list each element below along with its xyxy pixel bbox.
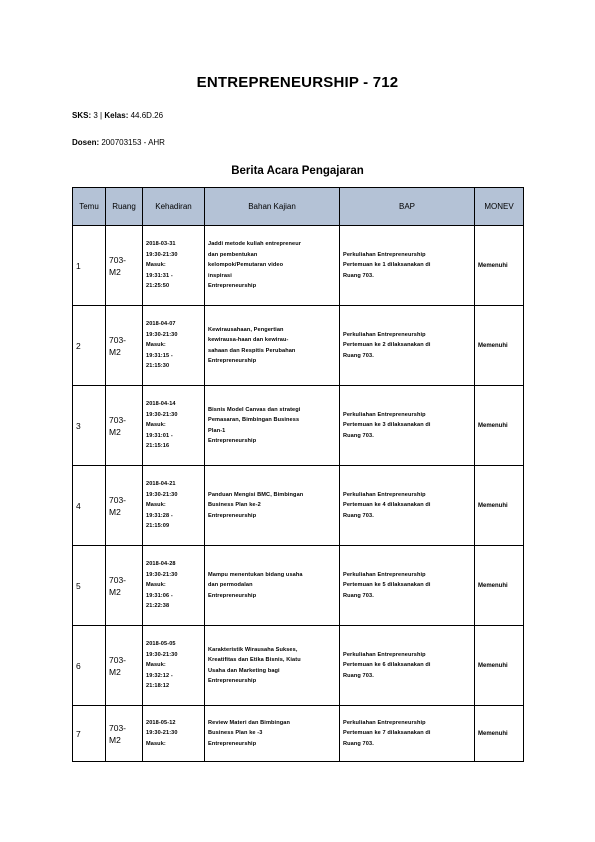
sks-value: 3 <box>93 111 98 120</box>
cell-kehadiran-line: 19:32:12 - <box>146 672 173 679</box>
sks-label: SKS: <box>72 111 92 120</box>
cell-kehadiran-line: Masuk: <box>146 740 166 747</box>
cell-kehadiran-line: 19:31:15 - <box>146 352 173 359</box>
kelas-value: 44.6D.26 <box>130 111 164 120</box>
cell-bahan-kajian <box>205 306 340 386</box>
cell-bahan-kajian-line: Karakteristik Wirausaha Sukses, <box>208 646 298 653</box>
cell-kehadiran-line: Masuk: <box>146 582 166 589</box>
header-bahan-kajian: Bahan Kajian <box>205 188 340 226</box>
header-ruang: Ruang <box>106 188 143 226</box>
cell-ruang <box>106 706 143 762</box>
cell-kehadiran-line: 21:18:12 <box>146 683 170 690</box>
header-kehadiran: Kehadiran <box>143 188 205 226</box>
cell-monev: Memenuhi <box>475 466 524 546</box>
table-row <box>73 546 524 626</box>
cell-kehadiran <box>143 466 205 546</box>
cell-ruang <box>106 466 143 546</box>
cell-bahan-kajian-line: dan permodalan <box>208 582 253 589</box>
cell-kehadiran-line: 19:30-21:30 <box>146 651 178 658</box>
cell-kehadiran-line: 2018-04-28 <box>146 561 176 568</box>
cell-kehadiran <box>143 546 205 626</box>
cell-kehadiran-line: 21:15:16 <box>146 443 170 450</box>
cell-bahan-kajian-line: Entrepreneurship <box>208 678 257 684</box>
cell-monev: Memenuhi <box>475 706 524 762</box>
cell-bahan-kajian-line: Kreatifitas dan Etika Bisnis, Kiatu <box>208 657 301 663</box>
cell-kehadiran-line: 19:30-21:30 <box>146 411 178 418</box>
cell-kehadiran-line: 19:30-21:30 <box>146 491 178 498</box>
cell-ruang-line: M2 <box>109 586 121 597</box>
cell-ruang-line: 703- <box>109 654 127 665</box>
cell-bahan-kajian-line: Pemasaran, Bimbingan Business <box>208 417 300 423</box>
cell-bap-line: Pertemuan ke 5 dilaksanakan di <box>343 582 431 589</box>
table-row <box>73 466 524 546</box>
cell-ruang <box>106 386 143 466</box>
table-row <box>73 386 524 466</box>
cell-bap-line: Ruang 703. <box>343 432 374 439</box>
kelas-label: Kelas: <box>104 111 129 120</box>
cell-kehadiran <box>143 626 205 706</box>
cell-bahan-kajian-line: sahaan dan Respitis Perubahan <box>208 347 296 354</box>
cell-kehadiran-line: 2018-05-05 <box>146 641 176 648</box>
cell-bahan-kajian-line: Jaddi metode kuliah entrepreneur <box>208 241 302 248</box>
cell-kehadiran <box>143 706 205 762</box>
cell-kehadiran-line: Masuk: <box>146 662 166 669</box>
cell-kehadiran <box>143 226 205 306</box>
cell-monev: Memenuhi <box>475 546 524 626</box>
cell-bap-line: Pertemuan ke 7 dilaksanakan di <box>343 730 431 737</box>
cell-bahan-kajian-line: kewirausa-haan dan kewirau- <box>208 337 289 343</box>
cell-bahan-kajian-line: Entrepreneurship <box>208 512 257 519</box>
cell-bahan-kajian <box>205 546 340 626</box>
cell-ruang <box>106 306 143 386</box>
cell-temu: 4 <box>73 466 106 546</box>
cell-kehadiran <box>143 306 205 386</box>
cell-bahan-kajian <box>205 706 340 762</box>
cell-bap-line: Perkuliahan Entrepreneurship <box>343 491 426 498</box>
cell-ruang-line: 703- <box>109 574 127 585</box>
cell-kehadiran-line: 19:30-21:30 <box>146 571 178 578</box>
cell-ruang <box>106 226 143 306</box>
cell-bahan-kajian-line: Entrepreneurship <box>208 592 257 599</box>
document-title: ENTREPRENEURSHIP - 712 <box>196 74 399 91</box>
header-monev: MONEV <box>475 188 524 226</box>
cell-bap <box>340 626 475 706</box>
cell-bahan-kajian-line: Plan-1 <box>208 427 226 434</box>
cell-bap <box>340 546 475 626</box>
cell-bap-line: Pertemuan ke 2 dilaksanakan di <box>343 342 431 349</box>
dosen-value: 200703153 - AHR <box>101 138 165 147</box>
cell-bahan-kajian-line: Business Plan ke -3 <box>208 730 263 737</box>
cell-ruang <box>106 546 143 626</box>
cell-bap-line: Pertemuan ke 4 dilaksanakan di <box>343 502 431 509</box>
cell-monev: Memenuhi <box>475 306 524 386</box>
cell-ruang-line: M2 <box>109 266 121 277</box>
cell-temu: 2 <box>73 306 106 386</box>
cell-bap-line: Ruang 703. <box>343 352 374 359</box>
cell-ruang-line: 703- <box>109 494 127 505</box>
cell-bahan-kajian-line: Entrepreneurship <box>208 358 257 364</box>
cell-kehadiran-line: 19:30-21:30 <box>146 251 178 258</box>
header-bap: BAP <box>340 188 475 226</box>
meta-separator: | <box>100 111 103 120</box>
cell-kehadiran-line: 19:31:31 - <box>146 272 173 279</box>
cell-bahan-kajian-line: kelompok/Pemutaran video <box>208 262 284 269</box>
course-meta <box>72 111 163 120</box>
cell-bahan-kajian <box>205 466 340 546</box>
cell-bahan-kajian-line: Bisnis Model Canvas dan strategi <box>208 406 301 413</box>
cell-kehadiran-line: 21:22:38 <box>146 603 170 610</box>
cell-bap-line: Perkuliahan Entrepreneurship <box>343 331 426 338</box>
cell-kehadiran-line: 2018-04-21 <box>146 481 176 488</box>
cell-bahan-kajian-line: Business Plan ke-2 <box>208 502 261 509</box>
cell-bap-line: Ruang 703. <box>343 740 374 747</box>
dosen-label: Dosen: <box>72 138 100 147</box>
cell-monev: Memenuhi <box>475 226 524 306</box>
cell-ruang-line: M2 <box>109 506 121 517</box>
cell-monev: Memenuhi <box>475 386 524 466</box>
cell-bahan-kajian <box>205 626 340 706</box>
cell-bahan-kajian-line: inspirasi <box>208 272 232 279</box>
cell-kehadiran-line: 19:30-21:30 <box>146 730 178 737</box>
cell-bahan-kajian-line: dan pembentukan <box>208 251 258 258</box>
cell-bap <box>340 226 475 306</box>
cell-ruang-line: 703- <box>109 722 127 733</box>
cell-kehadiran-line: 2018-03-31 <box>146 241 176 248</box>
cell-bap-line: Pertemuan ke 1 dilaksanakan di <box>343 262 431 269</box>
cell-bahan-kajian-line: Mampu menentukan bidang usaha <box>208 571 303 578</box>
cell-kehadiran-line: Masuk: <box>146 502 166 509</box>
cell-ruang-line: 703- <box>109 414 127 425</box>
cell-bap-line: Perkuliahan Entrepreneurship <box>343 719 426 726</box>
cell-bahan-kajian-line: Kewirausahaan, Pengertian <box>208 326 284 333</box>
cell-temu: 5 <box>73 546 106 626</box>
cell-temu: 1 <box>73 226 106 306</box>
cell-kehadiran-line: 19:31:28 - <box>146 512 173 519</box>
cell-kehadiran-line: 2018-04-07 <box>146 321 176 328</box>
cell-bap-line: Ruang 703. <box>343 592 374 599</box>
cell-ruang-line: M2 <box>109 666 121 677</box>
table-row <box>73 626 524 706</box>
cell-ruang-line: M2 <box>109 734 121 745</box>
lecturer-meta <box>72 138 165 147</box>
cell-kehadiran <box>143 386 205 466</box>
cell-bahan-kajian-line: Entrepreneurship <box>208 740 257 747</box>
cell-bap-line: Perkuliahan Entrepreneurship <box>343 411 426 418</box>
cell-bahan-kajian-line: Entrepreneurship <box>208 438 257 444</box>
cell-kehadiran-line: 21:15:30 <box>146 363 170 370</box>
cell-bahan-kajian-line: Entrepreneurship <box>208 283 257 290</box>
cell-kehadiran-line: 19:31:01 - <box>146 432 173 439</box>
cell-kehadiran-line: 21:25:50 <box>146 283 170 290</box>
cell-bap-line: Ruang 703. <box>343 512 374 519</box>
cell-ruang-line: M2 <box>109 426 121 437</box>
cell-bap-line: Perkuliahan Entrepreneurship <box>343 571 426 578</box>
table-row <box>73 306 524 386</box>
cell-bap <box>340 466 475 546</box>
cell-kehadiran-line: Masuk: <box>146 422 166 429</box>
cell-kehadiran-line: 2018-05-12 <box>146 719 176 726</box>
cell-temu: 3 <box>73 386 106 466</box>
cell-bap-line: Perkuliahan Entrepreneurship <box>343 651 426 658</box>
cell-bahan-kajian-line: Panduan Mengisi BMC, Bimbingan <box>208 491 304 498</box>
attendance-table <box>72 187 524 762</box>
table-row <box>73 226 524 306</box>
table-row <box>73 706 524 762</box>
cell-bap-line: Pertemuan ke 3 dilaksanakan di <box>343 422 431 429</box>
cell-bap <box>340 306 475 386</box>
cell-kehadiran-line: 19:30-21:30 <box>146 331 178 338</box>
cell-bap-line: Ruang 703. <box>343 672 374 679</box>
cell-bap-line: Ruang 703. <box>343 272 374 279</box>
cell-bahan-kajian-line: Usaha dan Marketing bagi <box>208 667 280 674</box>
cell-kehadiran-line: 19:31:06 - <box>146 592 173 599</box>
table-body <box>73 226 524 762</box>
cell-bahan-kajian-line: Review Materi dan Bimbingan <box>208 719 290 726</box>
cell-ruang-line: 703- <box>109 334 127 345</box>
cell-kehadiran-line: Masuk: <box>146 262 166 269</box>
cell-bahan-kajian <box>205 226 340 306</box>
table-header-row <box>73 188 524 226</box>
cell-kehadiran-line: Masuk: <box>146 342 166 349</box>
cell-bap-line: Perkuliahan Entrepreneurship <box>343 251 426 258</box>
cell-monev: Memenuhi <box>475 626 524 706</box>
section-subtitle: Berita Acara Pengajaran <box>231 165 364 177</box>
cell-temu: 6 <box>73 626 106 706</box>
cell-bahan-kajian <box>205 386 340 466</box>
cell-bap <box>340 386 475 466</box>
cell-ruang-line: 703- <box>109 254 127 265</box>
cell-kehadiran-line: 2018-04-14 <box>146 401 176 408</box>
cell-ruang-line: M2 <box>109 346 121 357</box>
cell-bap <box>340 706 475 762</box>
cell-bap-line: Pertemuan ke 6 dilaksanakan di <box>343 662 431 669</box>
cell-temu: 7 <box>73 706 106 762</box>
cell-kehadiran-line: 21:15:09 <box>146 523 170 530</box>
header-temu: Temu <box>73 188 106 226</box>
cell-ruang <box>106 626 143 706</box>
